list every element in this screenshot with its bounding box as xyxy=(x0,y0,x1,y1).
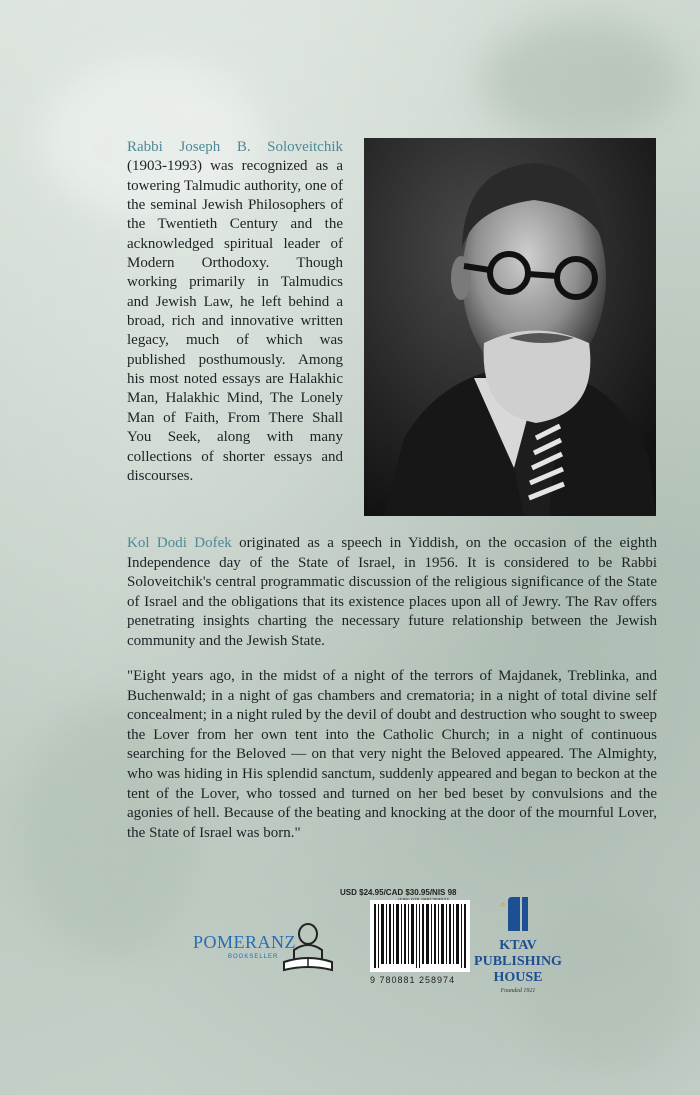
ktav-established: Founded 1921 xyxy=(500,988,536,994)
author-bio xyxy=(127,138,343,486)
pomeranz-logo-subtitle: BOOKSELLER xyxy=(228,954,279,960)
book-quote: "Eight years ago, in the midst of a night of the terrors of Majdanek, Treblinka, and Buchenwald; in a night of gas chambers and crematoria; in a night of total divine self concealment; in a night ruled by the devil of doubt and destruction who sought to sweep the Lover from her own tent into the Catholic Church; in a night of continuous searching for the Beloved — on that very night the Beloved appeared. The Almighty, who was hiding in His splendid sanctum, suddenly appeared and began to beckon at the tent of the Lover, who tossed and turned on her bed beset by convulsions and the agonies of hell. Because of the beating and knocking at the door of the mournful Lover, the State of Israel was born." xyxy=(127,668,657,841)
ktav-name: KTAV xyxy=(499,938,537,953)
author-portrait-image xyxy=(364,138,656,516)
ktav-publishing: PUBLISHING xyxy=(474,954,562,969)
svg-text:✡: ✡ xyxy=(500,901,506,909)
bg-stain xyxy=(480,20,680,140)
book-description xyxy=(127,534,657,652)
book-title: Kol Dodi Dofek xyxy=(127,535,232,551)
author-photo xyxy=(364,138,656,516)
author-bio-text: (1903-1993) was recognized as a towering Talmudic authority, one of the seminal Jewish Philosophers of the Twentieth Century and the acknowledged spiritual leader of Modern Orthodoxy. Though working primarily in Talmudics and Jewish Law, he left behind a broad, rich and innovative written legacy, much of which was published posthumously. Among his most noted essays are Halakhic Man, Halakhic Mind, The Lonely Man of Faith, From There Shall You Seek, along with many collections of shorter essays and discourses. xyxy=(127,158,343,484)
ktav-house: HOUSE xyxy=(493,970,543,985)
book-description-text: originated as a speech in Yiddish, on the occasion of the eighth Independence day of the State of Israel, in 1956. It is considered to be Rabbi Soloveitchik's central programmatic discussion of the religious significance of the State of Israel and the obligations that its existence places upon all of Jewry. The Rav offers penetrating insights charting the necessary future relationship between the Jewish community and the Jewish State. xyxy=(127,535,657,649)
author-name: Rabbi Joseph B. Soloveitchik xyxy=(127,139,343,155)
ktav-emblem-icon xyxy=(498,893,538,933)
book-reader-icon xyxy=(280,920,336,974)
barcode-graphic xyxy=(370,900,470,972)
price: USD $24.95/CAD $30.95/NIS 98 xyxy=(340,888,457,897)
ktav-logo xyxy=(470,893,566,994)
isbn-number: 9 780881 258974 xyxy=(370,975,456,985)
barcode xyxy=(370,900,470,972)
pomeranz-logo-name: POMERANZ xyxy=(193,932,297,952)
